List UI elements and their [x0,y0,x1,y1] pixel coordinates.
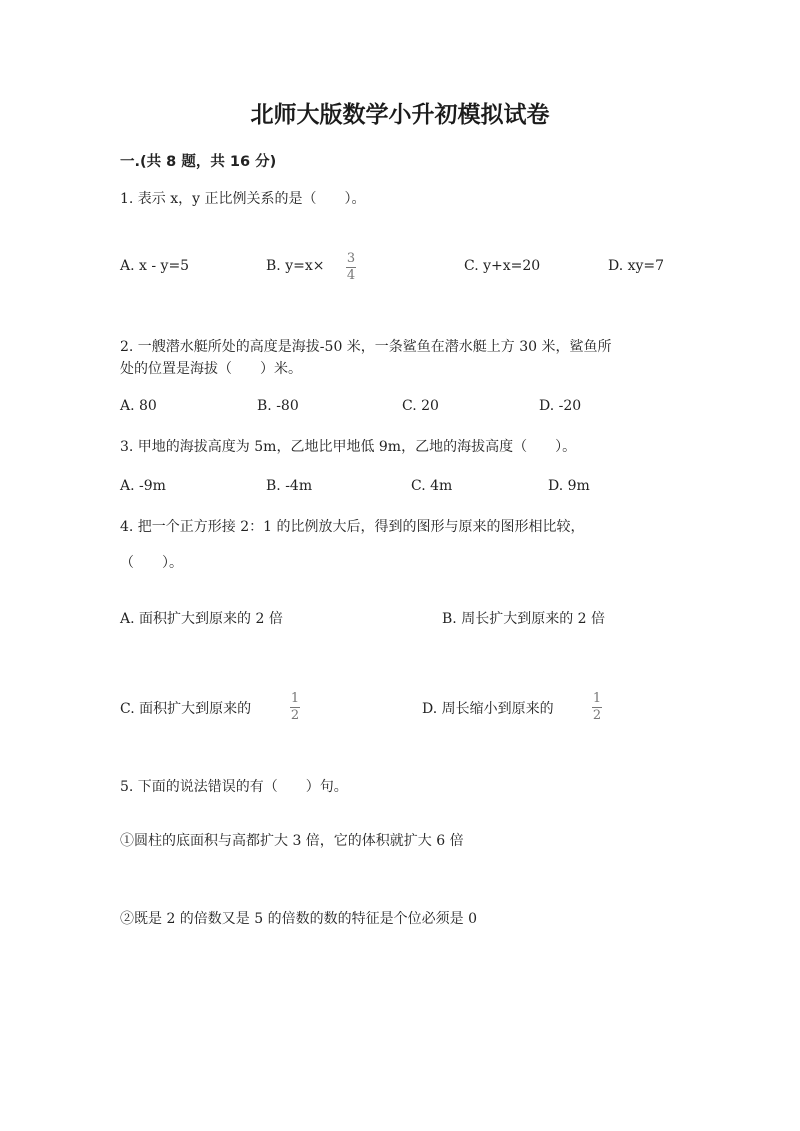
question-1-option-d: D. xy=7 [608,258,665,274]
question-1-option-b: B. y=x× [266,258,325,274]
question-4-option-b: B. 周长扩大到原来的 2 倍 [442,611,605,627]
fraction-numerator: 3 [346,251,356,266]
fraction-numerator: 1 [290,691,300,706]
question-2-option-a: A. 80 [120,398,157,414]
question-3-option-a: A. -9m [120,478,166,494]
fraction-numerator: 1 [592,691,602,706]
question-2-option-b: B. -80 [257,398,299,414]
question-4-option-d-fraction [592,692,602,723]
question-1-stem: 1. 表示 x，y 正比例关系的是（ ）。 [120,191,366,207]
question-1-option-c: C. y+x=20 [464,258,541,274]
question-2-stem-line-2: 处的位置是海拔（ ）米。 [120,361,302,377]
exam-title: 北师大版数学小升初模拟试卷 [250,102,550,128]
question-2-option-d: D. -20 [539,398,582,414]
question-2-stem-line-1: 2. 一艘潜水艇所处的高度是海拔-50 米，一条鲨鱼在潜水艇上方 30 米，鲨鱼所 [120,339,612,355]
question-5-statement-1: ①圆柱的底面积与高都扩大 3 倍，它的体积就扩大 6 倍 [120,833,464,849]
question-3-option-c: C. 4m [411,478,453,494]
question-3-option-d: D. 9m [548,478,590,494]
question-4-stem-line-1: 4. 把一个正方形接 2：1 的比例放大后，得到的图形与原来的图形相比较， [120,519,585,535]
question-4-option-c-fraction [290,692,300,723]
question-3-option-b: B. -4m [266,478,313,494]
question-1-option-b-fraction [346,252,356,283]
question-4-option-a: A. 面积扩大到原来的 2 倍 [120,611,283,627]
question-3-stem: 3. 甲地的海拔高度为 5m，乙地比甲地低 9m，乙地的海拔高度（ ）。 [120,439,577,455]
question-5-stem: 5. 下面的说法错误的有（ ）句。 [120,779,348,795]
question-5-statement-2: ②既是 2 的倍数又是 5 的倍数的数的特征是个位必须是 0 [120,911,477,927]
section-heading: 一.(共 8 题，共 16 分) [120,154,277,170]
question-4-option-d: D. 周长缩小到原来的 [422,701,554,717]
question-1-option-a: A. x - y=5 [120,258,190,274]
question-2-option-c: C. 20 [402,398,439,414]
fraction-denominator: 4 [346,268,356,283]
question-4-option-c: C. 面积扩大到原来的 [120,701,252,717]
fraction-denominator: 2 [592,708,602,723]
question-4-stem-line-2: （ ）。 [120,555,183,571]
fraction-denominator: 2 [290,708,300,723]
